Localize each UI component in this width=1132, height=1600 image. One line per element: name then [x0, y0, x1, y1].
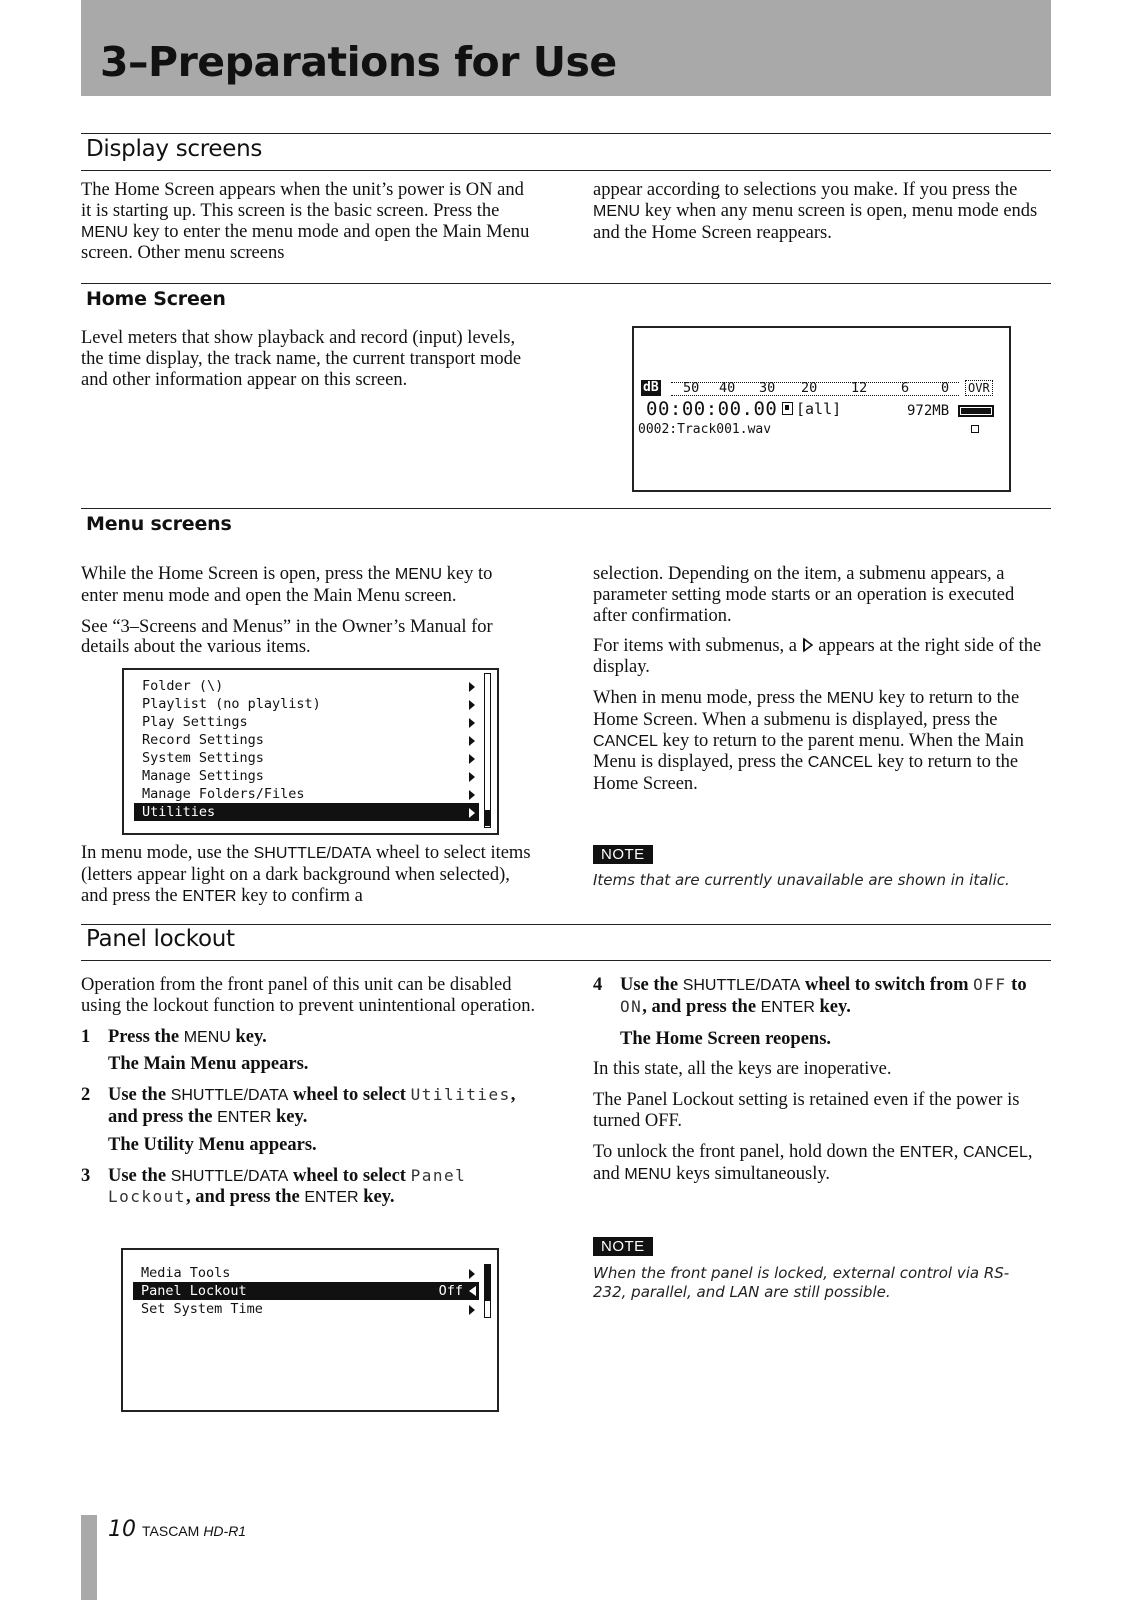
scale-label: 12: [851, 380, 868, 396]
play-mode-text: [all]: [796, 400, 842, 418]
lcd-text: Utilities: [410, 1085, 511, 1105]
page-footer: [108, 1517, 246, 1542]
menu-screens-col2: selection. Depending on the item, a submenu appears, a parameter setting mode starts or an operation is executed after confirmation. For items with submenus, a appears at the right side of the display. When in menu mode, press the MENU key to return to the Home Screen. When a submenu is displayed, press the CANCEL key to return to the parent menu. When the Main Menu is displayed, press the CANCEL key to return to the Home Screen.: [593, 564, 1042, 795]
brand-name: TASCAM: [142, 1523, 200, 1539]
section-heading-display-screens: Display screens: [86, 136, 263, 162]
scale-label: 40: [719, 380, 736, 396]
menu-item-selected: Utilities: [134, 803, 479, 821]
level-meter-scale: [641, 380, 1003, 398]
menu-screens-col1-cont: In menu mode, use the SHUTTLE/DATA wheel to select items (letters appear light on a dark background when selected), and press the ENTER key to confirm a: [81, 843, 531, 906]
key-name: SHUTTLE/DATA: [170, 1167, 289, 1185]
remaining-capacity: 972MB: [907, 403, 950, 419]
step-3: 3 Use the SHUTTLE/DATA wheel to select Panel Lockout, and press the ENTER key.: [81, 1165, 467, 1208]
section-rule: [81, 133, 1051, 134]
section-rule: [81, 924, 1051, 925]
submenu-arrow-icon: [469, 790, 475, 800]
scale-label: 50: [683, 380, 700, 396]
subsection-heading-home-screen: Home Screen: [86, 288, 226, 310]
panel-lockout-col1: Operation from the front panel of this unit can be disabled using the lockout function to prevent unintentional operation. 1 Press the MENU key. The Main Menu appears. 2 Use the SHUTTLE/DATA wheel to select Utilities, and press the ENTER key. The Utility Menu appears. 3 Use the SHUTTLE/DATA wheel to select Panel Lockout, and press the ENTER key.: [81, 975, 546, 1215]
key-name: MENU: [624, 1165, 672, 1183]
step-4-result: The Home Screen reopens.: [620, 1028, 832, 1049]
key-name: MENU: [183, 1028, 231, 1046]
subsection-rule: [81, 283, 1051, 284]
section-rule: [81, 170, 1051, 171]
menu-scrollbar: [484, 1264, 491, 1318]
lcd-text: OFF: [973, 975, 1007, 994]
chapter-title: 3–Preparations for Use: [100, 38, 617, 86]
utility-menu-lcd: [121, 1248, 499, 1412]
track-name: 0002:Track001.wav: [638, 422, 772, 437]
key-name: CANCEL: [962, 1143, 1028, 1161]
page-number: 10: [108, 1517, 136, 1542]
key-name: ENTER: [760, 998, 815, 1016]
scrollbar-thumb: [485, 1265, 490, 1301]
menu-item: Playlist (no playlist): [134, 695, 479, 713]
footer-bar: [81, 1515, 97, 1600]
step-4: 4 Use the SHUTTLE/DATA wheel to switch from OFF to ON, and press the ENTER key.: [593, 975, 1027, 1017]
submenu-arrow-icon: [469, 682, 475, 692]
step-2: 2 Use the SHUTTLE/DATA wheel to select Utilities, and press the ENTER key.: [81, 1085, 516, 1127]
value-left-arrow-icon: [469, 1286, 476, 1296]
menu-item: Media Tools: [133, 1264, 479, 1282]
section-rule: [81, 960, 1051, 961]
section-heading-panel-lockout: Panel lockout: [86, 926, 235, 952]
key-name: SHUTTLE/DATA: [682, 977, 801, 994]
ovr-indicator: OVR: [965, 380, 993, 396]
submenu-arrow-icon: [469, 736, 475, 746]
lcd-text: ON: [620, 996, 643, 1016]
step-2-result: The Utility Menu appears.: [108, 1134, 317, 1155]
submenu-arrow-icon: [469, 754, 475, 764]
submenu-arrow-icon: [469, 808, 475, 818]
menu-item: Manage Settings: [134, 767, 479, 785]
note-badge: NOTE: [593, 845, 653, 864]
note-text: When the front panel is locked, external control via RS-232, parallel, and LAN are still possible.: [593, 1264, 1010, 1301]
display-screens-col1: The Home Screen appears when the unit’s power is ON and it is starting up. This screen is the basic screen. Press the MENU key to enter the menu mode and open the Main Menu screen. Other menu screens: [81, 180, 530, 264]
time-display: 00:00:00.00: [646, 398, 778, 420]
model-name: HD-R1: [203, 1523, 247, 1539]
transport-stop-icon: [971, 425, 979, 433]
menu-item: System Settings: [134, 749, 479, 767]
key-name: MENU: [394, 566, 443, 583]
submenu-arrow-icon: [469, 772, 475, 782]
home-screen-lcd: [632, 326, 1011, 492]
key-name: ENTER: [182, 887, 237, 905]
key-name: SHUTTLE/DATA: [253, 845, 372, 862]
menu-scrollbar: [484, 673, 491, 828]
submenu-arrow-icon: [469, 1269, 475, 1279]
menu-item: Set System Time: [133, 1300, 479, 1318]
menu-item: Folder (\): [134, 677, 479, 695]
step-1: 1 Press the MENU key.: [81, 1026, 267, 1047]
submenu-arrow-icon: [469, 718, 475, 728]
key-name: MENU: [81, 223, 129, 241]
menu-item-selected: Panel Lockout Off: [133, 1282, 479, 1300]
home-screen-text: Level meters that show playback and record (input) levels, the time display, the track name, the current transport mode and other information appear on this screen.: [81, 328, 522, 390]
key-name: MENU: [593, 202, 641, 220]
menu-item: Manage Folders/Files: [134, 785, 479, 803]
subsection-heading-menu-screens: Menu screens: [86, 513, 232, 535]
panel-lockout-col2: 4 Use the SHUTTLE/DATA wheel to switch from OFF to ON, and press the ENTER key. The Home Screen reopens. In this state, all the keys are inoperative. The Panel Lockout setting is retained even if the power is turned OFF. To unlock the front panel, hold down the ENTER, CANCEL, and MENU keys simultaneously.: [593, 975, 1051, 1195]
note-text: Items that are currently unavailable are shown in italic.: [593, 871, 1010, 889]
menu-screens-col1: While the Home Screen is open, press the MENU key to enter menu mode and open the Main Menu screen. See “3–Screens and Menus” in the Owner’s Manual for details about the various items.: [81, 564, 493, 658]
display-screens-col2: appear according to selections you make. If you press the MENU key when any menu screen is open, menu mode ends and the Home Screen reappears.: [593, 180, 1038, 243]
capacity-gauge-icon: [958, 405, 994, 417]
submenu-arrow-icon: [802, 637, 814, 653]
scale-label: 6: [901, 380, 910, 396]
key-name: ENTER: [304, 1189, 359, 1207]
subsection-rule: [81, 508, 1051, 509]
key-name: ENTER: [217, 1108, 272, 1126]
note-badge: NOTE: [593, 1237, 653, 1256]
key-name: ENTER: [899, 1143, 954, 1161]
scrollbar-thumb: [485, 810, 490, 826]
key-name: MENU: [826, 689, 874, 707]
scale-label: 30: [759, 380, 776, 396]
main-menu-lcd: [122, 668, 499, 835]
setting-value: Off: [438, 1283, 463, 1299]
repeat-mode-icon: [782, 402, 793, 415]
submenu-arrow-icon: [469, 1305, 475, 1315]
menu-item: Record Settings: [134, 731, 479, 749]
db-badge: dB: [643, 380, 659, 395]
key-name: CANCEL: [593, 732, 658, 750]
scale-label: 20: [801, 380, 818, 396]
key-name: SHUTTLE/DATA: [170, 1087, 289, 1105]
key-name: CANCEL: [807, 754, 873, 772]
lcd-text: Panel Lockout: [108, 1165, 467, 1207]
scale-label: 0: [941, 380, 950, 396]
step-1-result: The Main Menu appears.: [108, 1054, 309, 1075]
menu-item: Play Settings: [134, 713, 479, 731]
submenu-arrow-icon: [469, 700, 475, 710]
